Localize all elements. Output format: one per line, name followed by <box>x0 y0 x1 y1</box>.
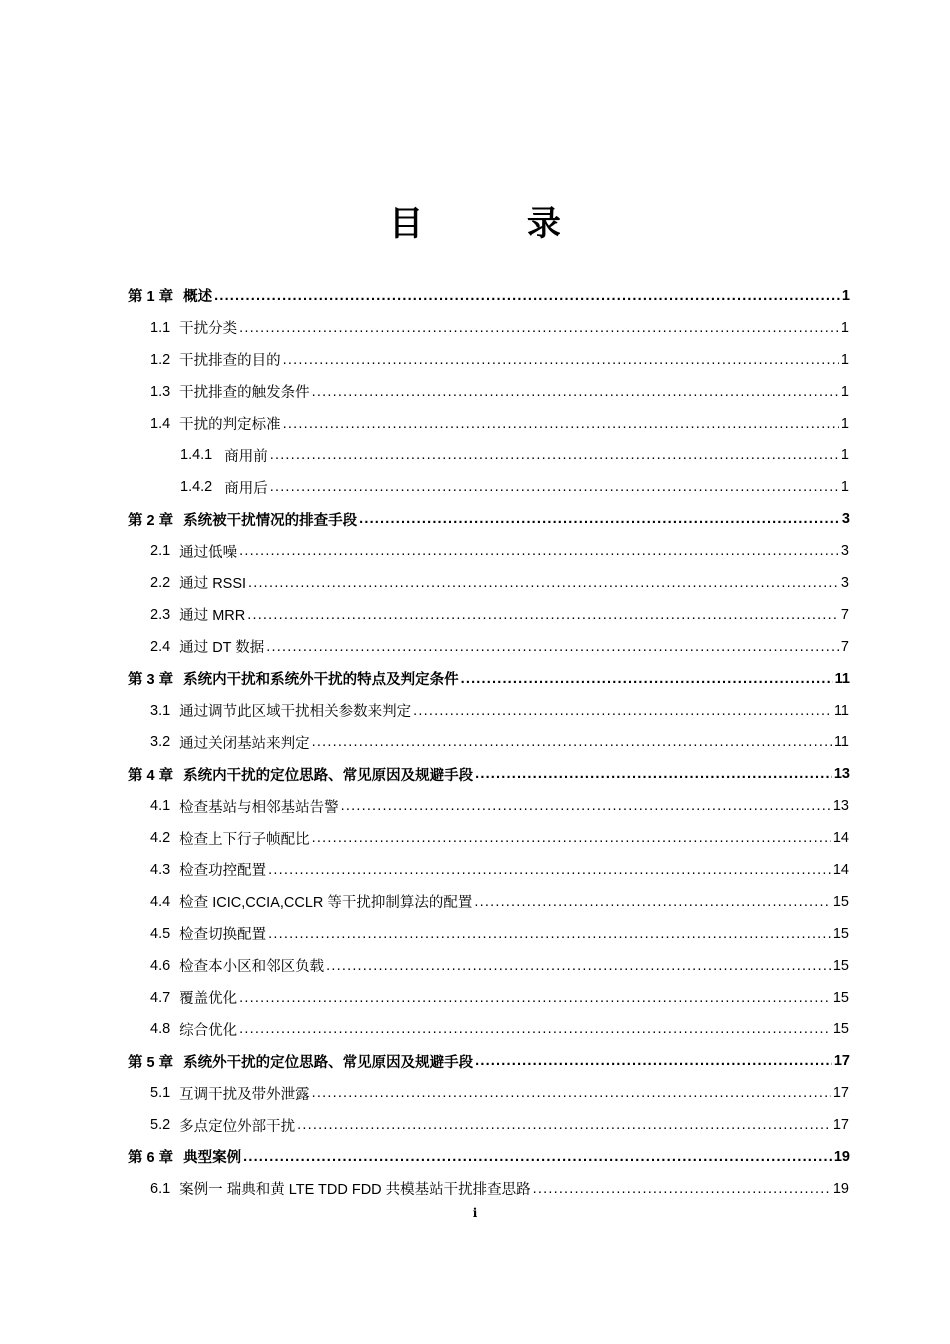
toc-entry[interactable] <box>0 950 950 982</box>
toc-entry-number: 4.3 <box>150 861 171 878</box>
toc-entry-number: 5.2 <box>150 1117 171 1134</box>
toc-entry-number: 4.4 <box>150 893 171 910</box>
page-title: 目 录 <box>389 204 607 244</box>
dot-leader <box>283 350 839 370</box>
dot-leader <box>214 286 840 306</box>
toc-entry-title: 通过关闭基站来判定 <box>179 735 310 752</box>
toc-entry-number: 4.1 <box>150 798 171 815</box>
toc-entry-page: 19 <box>832 1180 849 1197</box>
toc-entry-page: 15 <box>832 893 849 910</box>
toc-entry[interactable] <box>0 344 950 376</box>
toc-entry-page: 1 <box>840 383 849 400</box>
toc-entry-title: 系统内干扰和系统外干扰的特点及判定条件 <box>183 672 459 689</box>
toc-entry[interactable] <box>0 1013 950 1045</box>
toc-entry-title: 多点定位外部干扰 <box>179 1118 296 1135</box>
toc-entry-title: 检查本小区和邻区负载 <box>179 959 325 976</box>
toc-entry-page: 11 <box>833 702 849 719</box>
toc-entry-number: 4.2 <box>150 830 171 847</box>
toc-entry[interactable] <box>0 886 950 918</box>
toc-entry[interactable] <box>0 854 950 886</box>
dot-leader <box>268 924 831 944</box>
toc-entry-number: 4.6 <box>150 957 171 974</box>
toc-entry-number: 1.1 <box>150 319 171 336</box>
toc-entry-number: 第 1 章 <box>128 289 174 306</box>
toc-entry[interactable] <box>0 599 950 631</box>
toc-entry-title: 检查切换配置 <box>179 927 267 944</box>
dot-leader <box>248 573 839 593</box>
dot-leader <box>312 1083 831 1103</box>
toc-entry-page: 7 <box>840 638 849 655</box>
toc-entry[interactable] <box>0 567 950 599</box>
toc-entry-title: 典型案例 <box>183 1150 242 1167</box>
toc-entry-number: 4.7 <box>150 989 171 1006</box>
dot-leader <box>297 1115 831 1135</box>
toc-entry-page: 1 <box>840 415 849 432</box>
toc-entry-number: 第 4 章 <box>128 767 174 784</box>
toc-entry-page: 19 <box>833 1148 850 1165</box>
dot-leader <box>239 1019 831 1039</box>
dot-leader <box>239 541 839 561</box>
toc-entry[interactable] <box>0 1077 950 1109</box>
toc-entry-page: 14 <box>832 830 849 847</box>
toc-entry-number: 3.1 <box>150 702 171 719</box>
dot-leader <box>270 445 839 465</box>
toc-entry-page: 3 <box>840 543 849 560</box>
toc-entry[interactable] <box>0 1141 950 1173</box>
dot-leader <box>312 828 831 848</box>
toc-entry-page: 1 <box>840 479 849 496</box>
toc-entry-number: 4.5 <box>150 925 171 942</box>
toc-entry-number: 第 6 章 <box>128 1150 174 1167</box>
toc-entry-page: 11 <box>834 670 850 687</box>
toc-entry[interactable] <box>0 663 950 695</box>
toc-entry-number: 第 5 章 <box>128 1054 174 1071</box>
toc-entry-number: 3.2 <box>150 734 171 751</box>
toc-entry-page: 13 <box>833 766 850 783</box>
toc-entry-page: 1 <box>841 287 850 304</box>
toc-entry-title: 通过 DT 数据 <box>179 640 265 657</box>
dot-leader <box>312 732 832 752</box>
toc-entry-title: 通过 MRR <box>179 608 246 625</box>
toc-entry[interactable] <box>0 982 950 1014</box>
toc-entry-number: 5.1 <box>150 1085 171 1102</box>
toc-entry[interactable] <box>0 439 950 471</box>
toc-entry-title: 系统被干扰情况的排查手段 <box>183 512 358 529</box>
dot-leader <box>475 764 832 784</box>
toc-entry-page: 15 <box>832 925 849 942</box>
toc-entry[interactable] <box>0 471 950 503</box>
toc-entry[interactable] <box>0 1045 950 1077</box>
toc-entry[interactable] <box>0 918 950 950</box>
dot-leader <box>239 988 831 1008</box>
toc-entry-number: 2.3 <box>150 606 171 623</box>
toc-entry-title: 系统外干扰的定位思路、常见原因及规避手段 <box>183 1054 474 1071</box>
toc-entry-number: 2.1 <box>150 543 171 560</box>
dot-leader <box>268 860 831 880</box>
toc-entry-page: 13 <box>832 798 849 815</box>
table-of-contents <box>0 280 950 1205</box>
toc-entry-title: 通过 RSSI <box>179 576 247 593</box>
toc-entry-title: 通过调节此区域干扰相关参数来判定 <box>179 704 412 721</box>
toc-entry-title: 干扰的判定标准 <box>179 417 281 433</box>
toc-entry-title: 干扰排查的触发条件 <box>179 385 310 402</box>
toc-entry-title: 检查功控配置 <box>179 863 267 880</box>
toc-entry-page: 11 <box>833 734 849 751</box>
page-number: i <box>472 1206 478 1220</box>
dot-leader <box>533 1179 831 1199</box>
toc-entry-title: 概述 <box>183 289 213 306</box>
toc-entry-page: 1 <box>840 351 849 368</box>
dot-leader <box>326 956 831 976</box>
toc-entry[interactable] <box>0 726 950 758</box>
toc-entry-number: 1.4.2 <box>180 479 213 496</box>
toc-entry[interactable] <box>0 822 950 854</box>
dot-leader <box>247 605 839 625</box>
toc-entry-page: 7 <box>840 606 849 623</box>
toc-entry-page: 3 <box>840 574 849 591</box>
toc-entry-page: 15 <box>832 957 849 974</box>
dot-leader <box>312 382 839 402</box>
toc-entry[interactable] <box>0 631 950 663</box>
toc-entry-title: 案例一 瑞典和黄 LTE TDD FDD 共模基站干扰排查思路 <box>179 1182 531 1199</box>
toc-entry[interactable] <box>0 758 950 790</box>
toc-entry-title: 覆盖优化 <box>179 991 238 1008</box>
toc-entry-page: 3 <box>841 511 850 528</box>
toc-entry-page: 1 <box>840 319 849 336</box>
toc-entry-page: 15 <box>832 989 849 1006</box>
toc-entry-number: 第 3 章 <box>128 672 174 689</box>
dot-leader <box>239 318 839 338</box>
toc-entry[interactable] <box>0 790 950 822</box>
dot-leader <box>270 477 839 497</box>
toc-entry-number: 2.2 <box>150 574 171 591</box>
toc-entry[interactable] <box>0 535 950 567</box>
toc-entry[interactable] <box>0 503 950 535</box>
toc-entry-page: 17 <box>832 1085 849 1102</box>
toc-entry-title: 综合优化 <box>179 1022 238 1039</box>
toc-entry-title: 互调干扰及带外泄露 <box>179 1086 310 1103</box>
toc-entry[interactable] <box>0 376 950 408</box>
toc-entry-title: 检查上下行子帧配比 <box>179 831 310 848</box>
toc-entry-number: 1.3 <box>150 383 171 400</box>
toc-entry[interactable] <box>0 695 950 727</box>
toc-entry-number: 1.4 <box>150 415 171 432</box>
toc-entry-page: 17 <box>832 1117 849 1134</box>
toc-entry-title: 干扰排查的目的 <box>179 353 281 370</box>
toc-entry-title: 检查 ICIC,CCIA,CCLR 等干扰抑制算法的配置 <box>179 895 473 912</box>
toc-entry-title: 商用后 <box>224 480 268 497</box>
toc-entry-number: 4.8 <box>150 1021 171 1038</box>
toc-entry-title: 通过低噪 <box>179 544 238 561</box>
toc-entry-number: 1.4.1 <box>180 447 213 464</box>
toc-entry-number: 6.1 <box>150 1180 171 1197</box>
toc-entry-number: 1.2 <box>150 351 171 368</box>
toc-entry[interactable] <box>0 408 950 440</box>
toc-entry[interactable] <box>0 1109 950 1141</box>
dot-leader <box>474 892 830 912</box>
dot-leader <box>341 796 831 816</box>
toc-entry-page: 1 <box>840 447 849 464</box>
toc-entry-page: 14 <box>832 861 849 878</box>
dot-leader <box>283 414 839 434</box>
toc-entry[interactable] <box>0 1173 950 1205</box>
toc-entry-page: 17 <box>833 1053 850 1070</box>
toc-entry[interactable] <box>0 280 950 312</box>
toc-entry-title: 商用前 <box>224 448 268 465</box>
dot-leader <box>266 637 839 657</box>
toc-entry-number: 2.4 <box>150 638 171 655</box>
dot-leader <box>475 1051 832 1071</box>
toc-entry-title: 干扰分类 <box>179 321 238 338</box>
toc-entry-page: 15 <box>832 1021 849 1038</box>
dot-leader <box>243 1147 832 1167</box>
toc-entry-title: 系统内干扰的定位思路、常见原因及规避手段 <box>183 767 474 784</box>
dot-leader <box>461 669 833 689</box>
dot-leader <box>359 509 840 529</box>
dot-leader <box>413 701 832 721</box>
toc-entry-title: 检查基站与相邻基站告警 <box>179 799 339 816</box>
toc-entry-number: 第 2 章 <box>128 512 174 529</box>
toc-entry[interactable] <box>0 312 950 344</box>
